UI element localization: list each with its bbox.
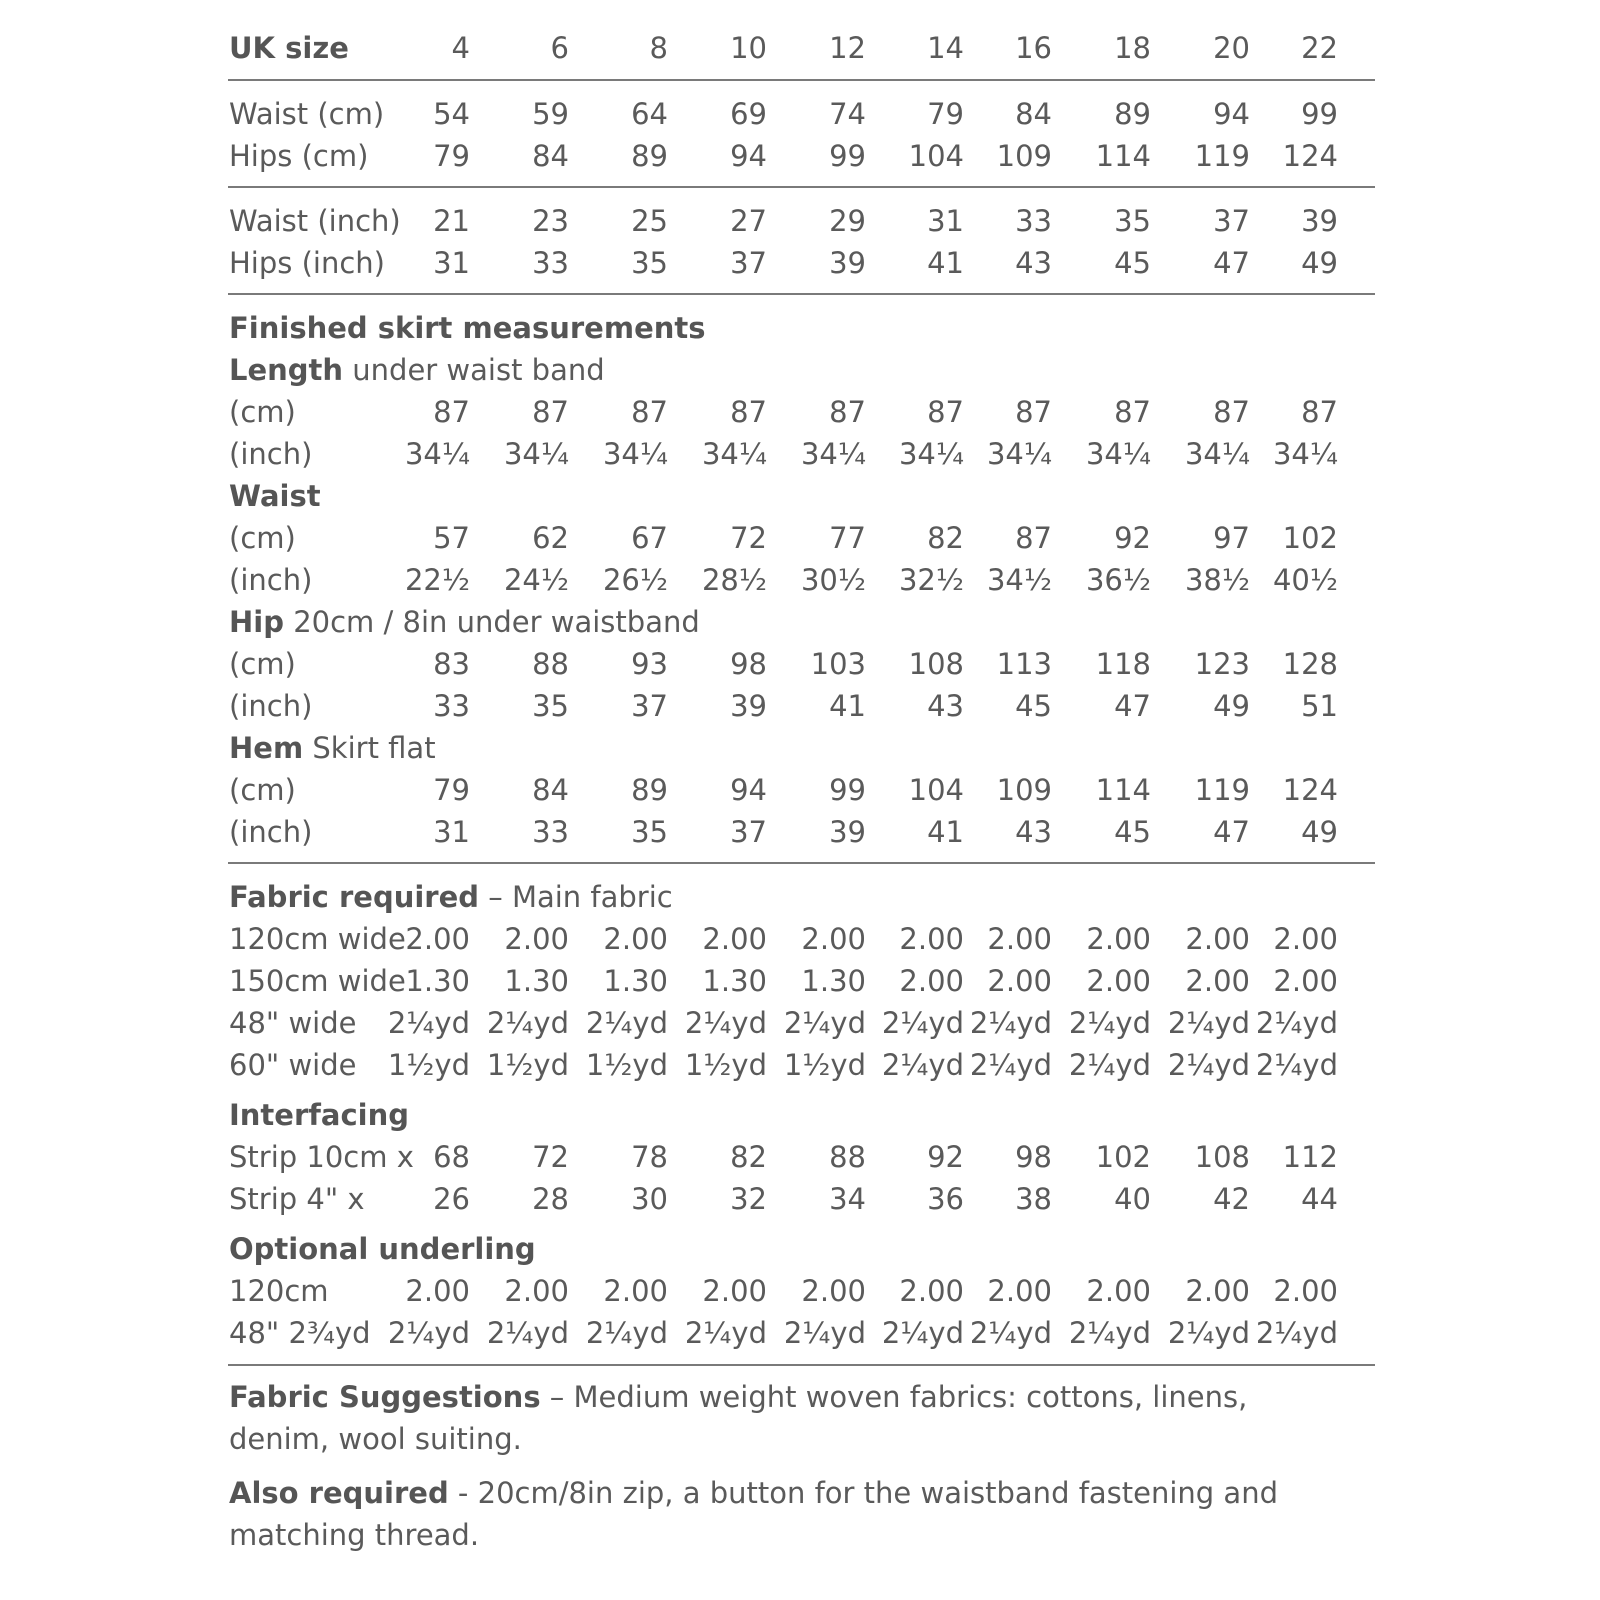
fabric-suggestions: Fabric Suggestions – Medium weight woven fabrics: cottons, linens, denim, wool suiting.	[229, 1380, 1248, 1456]
cell-size-10: 2.00	[1273, 964, 1338, 998]
cell-size-6: 2¼yd	[881, 1316, 964, 1350]
row-label: 48" 2¾yd	[229, 1316, 371, 1350]
cell-size-1: 22½	[404, 563, 470, 597]
cell-size-5: 77	[829, 521, 866, 555]
cell-size-5: 2¼yd	[783, 1006, 866, 1040]
cell-size-5: 2.00	[801, 1274, 866, 1308]
interfacing-heading: Interfacing	[229, 1098, 409, 1132]
divider	[228, 79, 1375, 81]
cell-size-2: 28	[532, 1182, 569, 1216]
cell-size-8: 92	[1114, 521, 1151, 555]
cell-size-7: 2.00	[987, 1274, 1052, 1308]
cell-size-3: 35	[631, 815, 668, 849]
hem-heading: Hem Skirt flat	[229, 731, 436, 765]
cell-size-6: 32½	[898, 563, 964, 597]
cell-size-6: 82	[927, 521, 964, 555]
cell-size-8: 102	[1095, 1140, 1151, 1174]
cell-size-10: 51	[1301, 689, 1338, 723]
cell-size-3: 67	[631, 521, 668, 555]
cell-size-7: 2¼yd	[969, 1316, 1052, 1350]
cell-size-1: 1½yd	[387, 1048, 470, 1082]
cell-size-2: 84	[532, 139, 569, 173]
cell-size-6: 2¼yd	[881, 1048, 964, 1082]
cell-size-5: 39	[829, 815, 866, 849]
cell-size-3: 89	[631, 773, 668, 807]
waist-cm-finished-row	[0, 517, 1600, 559]
divider	[228, 186, 1375, 188]
cell-size-3: 25	[631, 204, 668, 238]
cell-size-1: 2¼yd	[387, 1316, 470, 1350]
cell-size-4: 94	[730, 773, 767, 807]
cell-size-9: 34¼	[1184, 437, 1250, 471]
cell-size-3: 2¼yd	[585, 1316, 668, 1350]
divider	[228, 1364, 1375, 1366]
cell-size-6: 2.00	[899, 964, 964, 998]
row-label: 48" wide	[229, 1006, 357, 1040]
row-label: (cm)	[229, 773, 296, 807]
cell-size-5: 2¼yd	[783, 1316, 866, 1350]
cell-size-9: 2.00	[1185, 922, 1250, 956]
cell-size-10: 128	[1282, 647, 1338, 681]
cell-size-2: 1.30	[504, 964, 569, 998]
cell-size-8: 34¼	[1085, 437, 1151, 471]
cell-size-2: 33	[532, 815, 569, 849]
cell-size-2: 84	[532, 773, 569, 807]
cell-size-8: 2¼yd	[1068, 1006, 1151, 1040]
cell-size-2: 62	[532, 521, 569, 555]
cell-size-8: 2¼yd	[1068, 1316, 1151, 1350]
row-label: (cm)	[229, 395, 296, 429]
cell-size-8: 2.00	[1086, 922, 1151, 956]
cell-size-5: 2.00	[801, 922, 866, 956]
cell-size-8: 45	[1114, 246, 1151, 280]
hip-inch-row	[0, 685, 1600, 727]
cell-size-2: 2¼yd	[486, 1316, 569, 1350]
cell-size-4: 98	[730, 647, 767, 681]
cell-size-4: 2¼yd	[684, 1316, 767, 1350]
cell-size-7: 45	[1015, 689, 1052, 723]
hem-cm-row	[0, 769, 1600, 811]
cell-size-3: 2.00	[603, 922, 668, 956]
divider	[228, 293, 1375, 295]
cell-size-2: 2.00	[504, 922, 569, 956]
cell-size-6: 104	[908, 773, 964, 807]
hips-cm-row	[0, 135, 1600, 177]
cell-size-6: 2.00	[899, 1274, 964, 1308]
underlining-heading: Optional underling	[229, 1232, 536, 1266]
cell-size-5: 34¼	[800, 437, 866, 471]
cell-size-8: 89	[1114, 97, 1151, 131]
cell-size-4: 37	[730, 246, 767, 280]
cell-size-9: 119	[1194, 139, 1250, 173]
cell-size-1: 34¼	[404, 437, 470, 471]
cell-size-9: 2¼yd	[1167, 1006, 1250, 1040]
fabric-60-row	[0, 1044, 1600, 1086]
cell-size-7: 98	[1015, 1140, 1052, 1174]
cell-size-6: 92	[927, 1140, 964, 1174]
cell-size-9: 2¼yd	[1167, 1048, 1250, 1082]
cell-size-7: 2¼yd	[969, 1006, 1052, 1040]
cell-size-1: 1.30	[405, 964, 470, 998]
cell-size-1: 21	[433, 204, 470, 238]
cell-size-6: 14	[927, 31, 964, 65]
cell-size-2: 23	[532, 204, 569, 238]
cell-size-3: 30	[631, 1182, 668, 1216]
cell-size-7: 34½	[986, 563, 1052, 597]
cell-size-4: 69	[730, 97, 767, 131]
cell-size-2: 34¼	[503, 437, 569, 471]
cell-size-6: 31	[927, 204, 964, 238]
cell-size-2: 72	[532, 1140, 569, 1174]
cell-size-4: 2¼yd	[684, 1006, 767, 1040]
cell-size-6: 2.00	[899, 922, 964, 956]
waist-heading: Waist	[229, 479, 321, 513]
cell-size-5: 88	[829, 1140, 866, 1174]
length-inch-row	[0, 433, 1600, 475]
cell-size-10: 49	[1301, 246, 1338, 280]
cell-size-8: 87	[1114, 395, 1151, 429]
cell-size-10: 124	[1282, 139, 1338, 173]
cell-size-3: 37	[631, 689, 668, 723]
cell-size-4: 10	[730, 31, 767, 65]
cell-size-4: 2.00	[702, 1274, 767, 1308]
cell-size-2: 24½	[503, 563, 569, 597]
cell-size-4: 37	[730, 815, 767, 849]
cell-size-1: 4	[451, 31, 470, 65]
cell-size-5: 99	[829, 139, 866, 173]
cell-size-9: 123	[1194, 647, 1250, 681]
cell-size-9: 2.00	[1185, 1274, 1250, 1308]
cell-size-2: 35	[532, 689, 569, 723]
cell-size-2: 88	[532, 647, 569, 681]
cell-size-5: 1½yd	[783, 1048, 866, 1082]
row-label: Hips (inch)	[229, 246, 385, 280]
waist-inch-row	[0, 200, 1600, 242]
cell-size-2: 2.00	[504, 1274, 569, 1308]
cell-size-9: 47	[1213, 815, 1250, 849]
cell-size-9: 2¼yd	[1167, 1316, 1250, 1350]
cell-size-6: 43	[927, 689, 964, 723]
cell-size-6: 79	[927, 97, 964, 131]
cell-size-10: 124	[1282, 773, 1338, 807]
cell-size-8: 45	[1114, 815, 1151, 849]
cell-size-3: 93	[631, 647, 668, 681]
cell-size-8: 36½	[1085, 563, 1151, 597]
row-label: Strip 4" x	[229, 1182, 365, 1216]
cell-size-8: 118	[1095, 647, 1151, 681]
cell-size-7: 43	[1015, 246, 1052, 280]
cell-size-8: 18	[1114, 31, 1151, 65]
cell-size-4: 27	[730, 204, 767, 238]
cell-size-5: 1.30	[801, 964, 866, 998]
cell-size-8: 2.00	[1086, 1274, 1151, 1308]
row-label: Strip 10cm x	[229, 1140, 414, 1174]
length-cm-row	[0, 391, 1600, 433]
cell-size-7: 33	[1015, 204, 1052, 238]
row-label: (inch)	[229, 815, 313, 849]
cell-size-4: 72	[730, 521, 767, 555]
cell-size-6: 108	[908, 647, 964, 681]
cell-size-9: 49	[1213, 689, 1250, 723]
finished-title: Finished skirt measurements	[229, 311, 706, 345]
hip-heading: Hip 20cm / 8in under waistband	[229, 605, 700, 639]
cell-size-2: 2¼yd	[486, 1006, 569, 1040]
row-label: (inch)	[229, 437, 313, 471]
underlining-cm-row	[0, 1270, 1600, 1312]
cell-size-1: 54	[433, 97, 470, 131]
row-label: 120cm	[229, 1274, 329, 1308]
cell-size-3: 87	[631, 395, 668, 429]
cell-size-6: 2¼yd	[881, 1006, 964, 1040]
cell-size-5: 103	[810, 647, 866, 681]
cell-size-8: 2¼yd	[1068, 1048, 1151, 1082]
cell-size-8: 2.00	[1086, 964, 1151, 998]
cell-size-3: 78	[631, 1140, 668, 1174]
cell-size-4: 2.00	[702, 922, 767, 956]
cell-size-1: 83	[433, 647, 470, 681]
cell-size-7: 87	[1015, 395, 1052, 429]
cell-size-5: 39	[829, 246, 866, 280]
cell-size-9: 87	[1213, 395, 1250, 429]
cell-size-3: 35	[631, 246, 668, 280]
row-label: Waist (inch)	[229, 204, 401, 238]
fabric-120-row	[0, 918, 1600, 960]
cell-size-10: 22	[1301, 31, 1338, 65]
cell-size-1: 31	[433, 246, 470, 280]
cell-size-4: 28½	[701, 563, 767, 597]
cell-size-5: 12	[829, 31, 866, 65]
cell-size-10: 44	[1301, 1182, 1338, 1216]
cell-size-4: 1½yd	[684, 1048, 767, 1082]
fabric-48-row	[0, 1002, 1600, 1044]
row-label: 150cm wide	[229, 964, 406, 998]
cell-size-9: 42	[1213, 1182, 1250, 1216]
cell-size-1: 2.00	[405, 922, 470, 956]
cell-size-4: 94	[730, 139, 767, 173]
cell-size-5: 74	[829, 97, 866, 131]
cell-size-1: 33	[433, 689, 470, 723]
cell-size-9: 37	[1213, 204, 1250, 238]
cell-size-7: 2¼yd	[969, 1048, 1052, 1082]
cell-size-2: 1½yd	[486, 1048, 569, 1082]
cell-size-3: 8	[649, 31, 668, 65]
cell-size-7: 109	[996, 773, 1052, 807]
row-label: (cm)	[229, 647, 296, 681]
hem-inch-row	[0, 811, 1600, 853]
cell-size-7: 109	[996, 139, 1052, 173]
cell-size-9: 108	[1194, 1140, 1250, 1174]
cell-size-6: 41	[927, 246, 964, 280]
row-label: (inch)	[229, 689, 313, 723]
cell-size-8: 114	[1095, 139, 1151, 173]
cell-size-9: 38½	[1184, 563, 1250, 597]
cell-size-3: 2¼yd	[585, 1006, 668, 1040]
cell-size-9: 2.00	[1185, 964, 1250, 998]
interfacing-cm-row	[0, 1136, 1600, 1178]
cell-size-2: 33	[532, 246, 569, 280]
cell-size-1: 87	[433, 395, 470, 429]
cell-size-3: 34¼	[602, 437, 668, 471]
cell-size-6: 87	[927, 395, 964, 429]
cell-size-7: 2.00	[987, 964, 1052, 998]
row-label: (inch)	[229, 563, 313, 597]
cell-size-4: 39	[730, 689, 767, 723]
cell-size-1: 2.00	[405, 1274, 470, 1308]
cell-size-10: 34¼	[1272, 437, 1338, 471]
cell-size-10: 2¼yd	[1255, 1048, 1338, 1082]
cell-size-1: 26	[433, 1182, 470, 1216]
cell-size-7: 43	[1015, 815, 1052, 849]
cell-size-10: 102	[1282, 521, 1338, 555]
cell-size-10: 49	[1301, 815, 1338, 849]
cell-size-10: 39	[1301, 204, 1338, 238]
cell-size-2: 6	[550, 31, 569, 65]
row-label: 60" wide	[229, 1048, 357, 1082]
cell-size-5: 41	[829, 689, 866, 723]
cell-size-9: 94	[1213, 97, 1250, 131]
cell-size-5: 30½	[800, 563, 866, 597]
cell-size-6: 41	[927, 815, 964, 849]
cell-size-8: 47	[1114, 689, 1151, 723]
hips-inch-row	[0, 242, 1600, 284]
cell-size-4: 34¼	[701, 437, 767, 471]
cell-size-2: 59	[532, 97, 569, 131]
cell-size-1: 57	[433, 521, 470, 555]
cell-size-10: 2.00	[1273, 1274, 1338, 1308]
cell-size-5: 34	[829, 1182, 866, 1216]
cell-size-6: 34¼	[898, 437, 964, 471]
cell-size-10: 87	[1301, 395, 1338, 429]
row-label: Hips (cm)	[229, 139, 369, 173]
cell-size-5: 99	[829, 773, 866, 807]
size-header-label: UK size	[229, 31, 349, 65]
cell-size-10: 112	[1282, 1140, 1338, 1174]
cell-size-4: 1.30	[702, 964, 767, 998]
cell-size-8: 114	[1095, 773, 1151, 807]
row-label: (cm)	[229, 521, 296, 555]
cell-size-10: 40½	[1272, 563, 1338, 597]
cell-size-7: 84	[1015, 97, 1052, 131]
cell-size-9: 97	[1213, 521, 1250, 555]
cell-size-10: 2¼yd	[1255, 1006, 1338, 1040]
cell-size-1: 2¼yd	[387, 1006, 470, 1040]
cell-size-10: 2.00	[1273, 922, 1338, 956]
also-required: Also required - 20cm/8in zip, a button for the waistband fastening and matching thread.	[229, 1476, 1278, 1552]
cell-size-1: 79	[433, 139, 470, 173]
cell-size-5: 29	[829, 204, 866, 238]
cell-size-4: 82	[730, 1140, 767, 1174]
cell-size-5: 87	[829, 395, 866, 429]
cell-size-3: 1.30	[603, 964, 668, 998]
cell-size-3: 1½yd	[585, 1048, 668, 1082]
cell-size-6: 104	[908, 139, 964, 173]
cell-size-2: 87	[532, 395, 569, 429]
cell-size-4: 32	[730, 1182, 767, 1216]
cell-size-9: 119	[1194, 773, 1250, 807]
cell-size-8: 35	[1114, 204, 1151, 238]
row-label: Waist (cm)	[229, 97, 385, 131]
cell-size-7: 34¼	[986, 437, 1052, 471]
cell-size-6: 36	[927, 1182, 964, 1216]
cell-size-1: 68	[433, 1140, 470, 1174]
cell-size-3: 64	[631, 97, 668, 131]
cell-size-9: 20	[1213, 31, 1250, 65]
size-header-row	[0, 27, 1600, 69]
cell-size-7: 2.00	[987, 922, 1052, 956]
cell-size-8: 40	[1114, 1182, 1151, 1216]
cell-size-3: 26½	[602, 563, 668, 597]
interfacing-inch-row	[0, 1178, 1600, 1220]
cell-size-7: 38	[1015, 1182, 1052, 1216]
fabric-150-row	[0, 960, 1600, 1002]
underlining-inch-row	[0, 1312, 1600, 1354]
hip-cm-row	[0, 643, 1600, 685]
divider	[228, 862, 1375, 864]
cell-size-1: 79	[433, 773, 470, 807]
waist-inch-finished-row	[0, 559, 1600, 601]
fabric-heading: Fabric required – Main fabric	[229, 880, 673, 914]
cell-size-4: 87	[730, 395, 767, 429]
cell-size-9: 47	[1213, 246, 1250, 280]
cell-size-10: 2¼yd	[1255, 1316, 1338, 1350]
cell-size-7: 113	[996, 647, 1052, 681]
cell-size-7: 87	[1015, 521, 1052, 555]
cell-size-10: 99	[1301, 97, 1338, 131]
cell-size-1: 31	[433, 815, 470, 849]
waist-cm-row	[0, 93, 1600, 135]
length-heading: Length under waist band	[229, 353, 605, 387]
cell-size-3: 89	[631, 139, 668, 173]
cell-size-7: 16	[1015, 31, 1052, 65]
cell-size-3: 2.00	[603, 1274, 668, 1308]
row-label: 120cm wide	[229, 922, 406, 956]
